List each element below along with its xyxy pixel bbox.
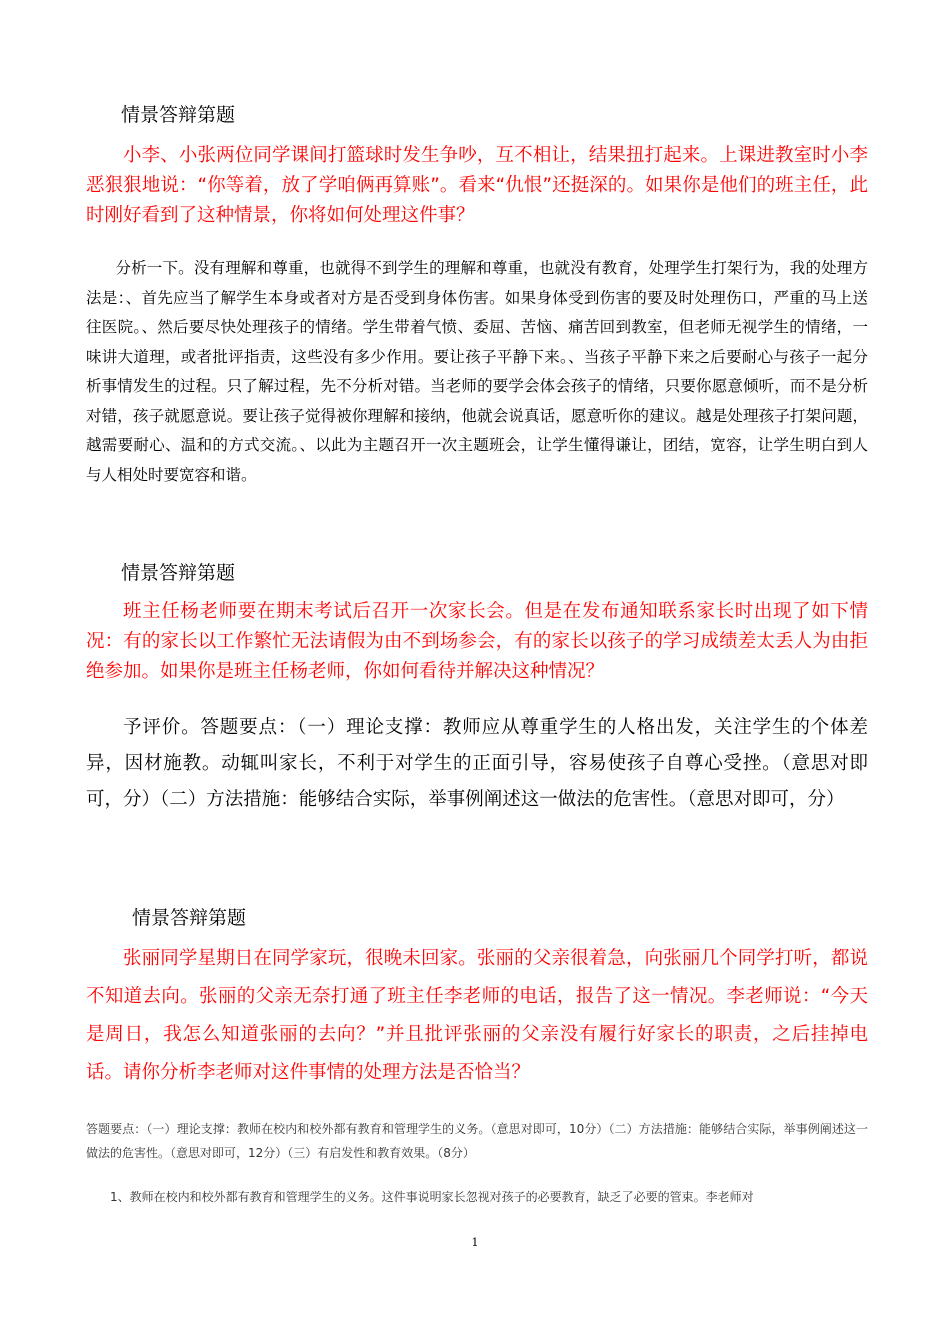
section-2-title: 情景答辩第题 <box>121 562 236 584</box>
page-number: 1 <box>471 1236 479 1249</box>
section-3-title: 情景答辩第题 <box>132 907 247 929</box>
section-3-question: 张丽同学星期日在同学家玩，很晚未回家。张丽的父亲很着急，向张丽几个同学打听，都说不知道去向。张丽的父亲无奈打通了班主任李老师的电话，报告了这一情况。李老师说：“今天是周日，我怎么知道张丽的去向？”并且批评张丽的父亲没有履行好家长的职责，之后挂掉电话。请你分析李老师对这件事情的处理方法是否恰当？ <box>86 948 868 1083</box>
section-1-question: 小李、小张两位同学课间打篮球时发生争吵，互不相让，结果扭打起来。上课进教室时小李恶狠狠地说：“你等着，放了学咱俩再算账”。看来“仇恨”还挺深的。如果你是他们的班主任，此时刚好看到了这种情景，你将如何处理这件事？ <box>86 145 868 226</box>
section-2-answer: 予评价。答题要点：（一）理论支撑：教师应从尊重学生的人格出发，关注学生的个体差异，因材施教。动辄叫家长，不利于对学生的正面引导，容易使孩子自尊心受挫。（意思对即可，分）（二）方法措施：能够结合实际，举事例阐述这一做法的危害性。（意思对即可，分） <box>86 717 868 810</box>
section-3-scoring-note: 答题要点：（一）理论支撑：教师在校内和校外都有教育和管理学生的义务。（意思对即可，10分）（二）方法措施：能够结合实际，举事例阐述这一做法的危害性。（意思对即可，12分）（三）有启发性和教育效果。（8分） <box>86 1122 868 1160</box>
section-2-question: 班主任杨老师要在期末考试后召开一次家长会。但是在发布通知联系家长时出现了如下情况：有的家长以工作繁忙无法请假为由不到场参会，有的家长以孩子的学习成绩差太丢人为由拒绝参加。如果你是班主任杨老师，你如何看待并解决这种情况？ <box>86 601 868 682</box>
section-3-answer-start: 1、教师在校内和校外都有教育和管理学生的义务。这件事说明家长忽视对孩子的必要教育，缺乏了必要的管束。李老师对 <box>110 1190 754 1204</box>
section-1-title: 情景答辩第题 <box>121 104 236 126</box>
section-1-answer: 分析一下。没有理解和尊重，也就得不到学生的理解和尊重，也就没有教育，处理学生打架行为，我的处理方法是：、首先应当了解学生本身或者对方是否受到身体伤害。如果身体受到伤害的要及时处理伤口，严重的马上送往医院。、然后要尽快处理孩子的情绪。学生带着气愤、委屈、苦恼、痛苦回到教室，但老师无视学生的情绪，一味讲大道理，或者批评指责，这些没有多少作用。要让孩子平静下来。、当孩子平静下来之后要耐心与孩子一起分析事情发生的过程。只了解过程，先不分析对错。当老师的要学会体会孩子的情绪，只要你愿意倾听，而不是分析对错，孩子就愿意说。要让孩子觉得被你理解和接纳，他就会说真话，愿意听你的建议。越是处理孩子打架问题，越需要耐心、温和的方式交流。、以此为主题召开一次主题班会，让学生懂得谦让，团结，宽容，让学生明白到人与人相处时要宽容和谐。 <box>86 259 868 484</box>
